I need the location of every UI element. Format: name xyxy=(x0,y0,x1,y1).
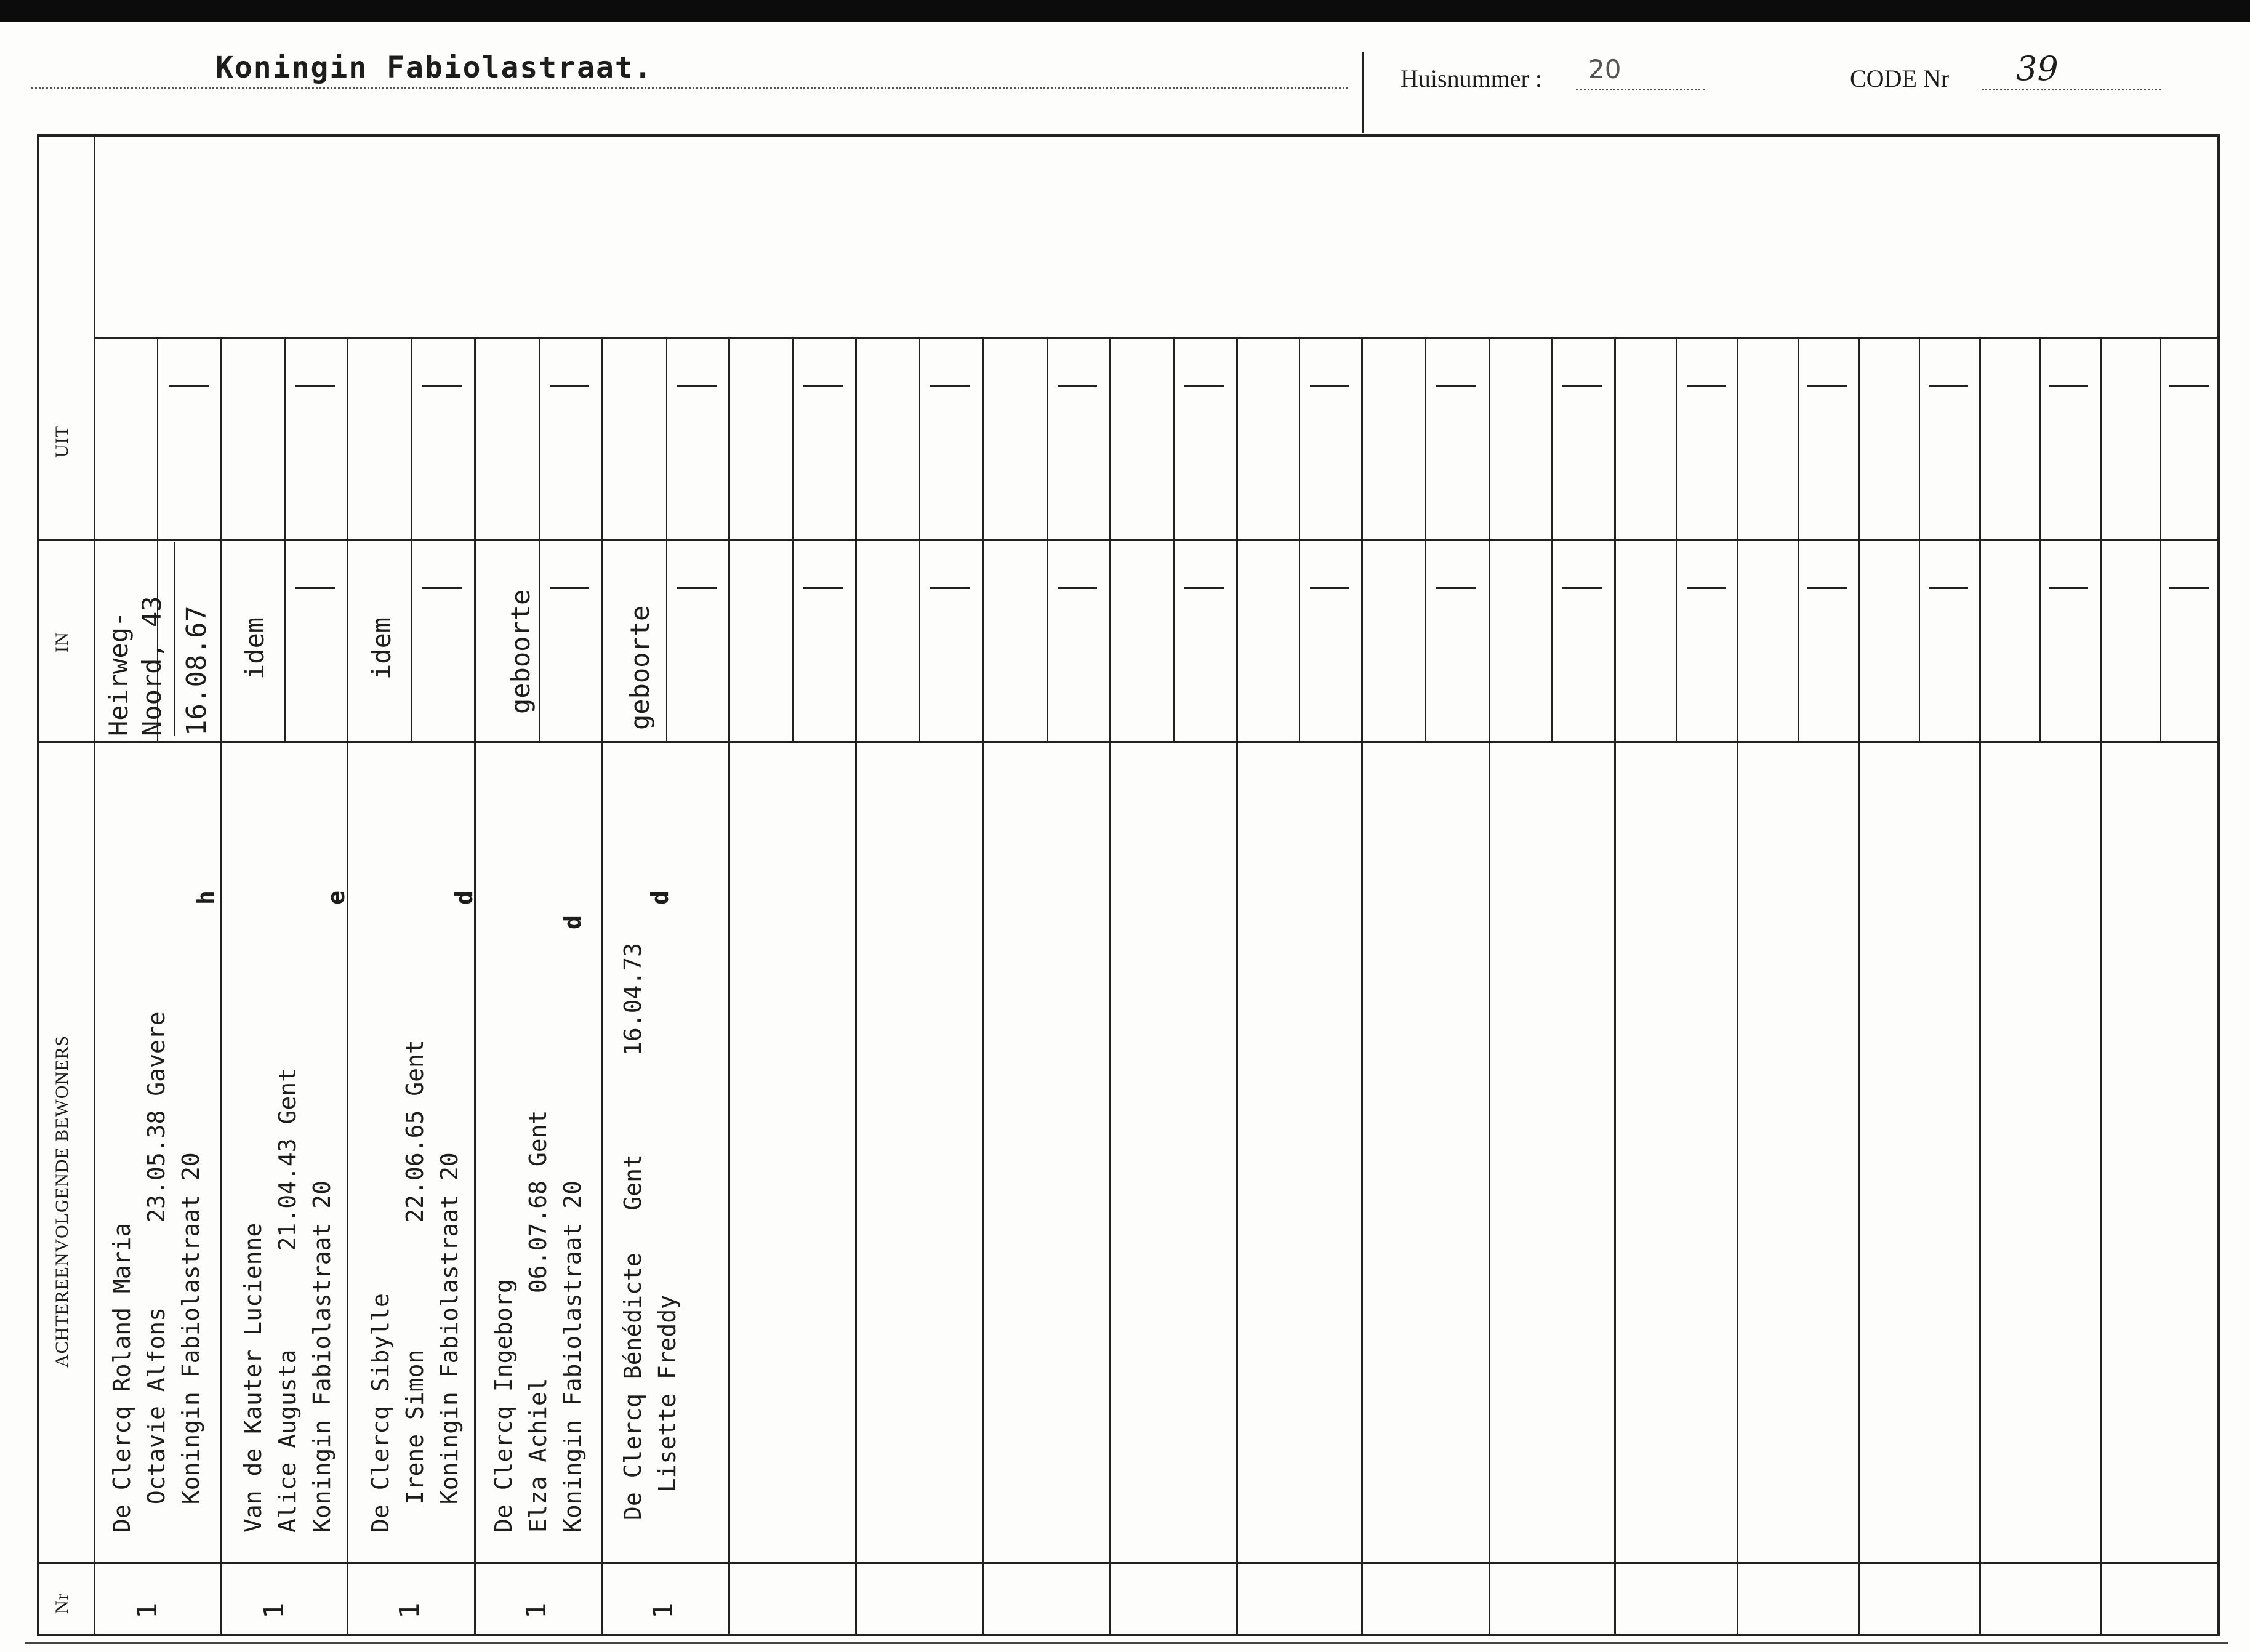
nr-top-line xyxy=(37,1562,2219,1564)
empty-dash xyxy=(295,587,335,589)
col-divider xyxy=(1109,337,1111,1634)
col-divider xyxy=(601,337,603,1634)
col-divider xyxy=(728,337,730,1634)
entry-1-in-address xyxy=(102,596,169,736)
resident-line: De Clercq Ingeborg xyxy=(490,1279,517,1533)
entry-3-nr: 1 xyxy=(394,1602,425,1619)
empty-dash xyxy=(930,385,970,387)
entry-5-residents xyxy=(616,943,685,1520)
empty-dash xyxy=(422,385,462,387)
empty-dash xyxy=(2049,587,2088,589)
table-top-border xyxy=(37,134,2219,137)
sub-col-divider xyxy=(284,337,286,741)
empty-dash xyxy=(1436,587,1476,589)
sub-col-divider xyxy=(792,337,794,741)
resident-line: Elza Achiel 06.07.68 Gent xyxy=(524,1110,552,1533)
empty-dash xyxy=(295,385,335,387)
header-divider xyxy=(1362,52,1364,133)
entry-5-nr: 1 xyxy=(648,1602,679,1619)
sub-col-divider xyxy=(666,337,667,741)
row-label-in: IN xyxy=(52,632,72,652)
empty-dash xyxy=(803,385,843,387)
entry-2-mark: e xyxy=(323,891,350,905)
empty-dash xyxy=(1687,385,1726,387)
sub-col-divider xyxy=(1798,337,1799,741)
empty-dash xyxy=(550,385,589,387)
entry-2-in: idem xyxy=(239,617,270,680)
row-label-bewoners: ACHTEREENVOLGENDE BEWONERS xyxy=(52,1035,72,1368)
entry-4-mark: d xyxy=(559,915,586,929)
empty-dash xyxy=(803,587,843,589)
bewoners-top-line xyxy=(37,741,2219,743)
col-divider xyxy=(474,337,476,1634)
resident-line: Koningin Fabiolastraat 20 xyxy=(559,1181,586,1533)
code-value: 39 xyxy=(2016,49,2059,88)
table-right-border xyxy=(2217,134,2220,1636)
entry-4-nr: 1 xyxy=(521,1602,552,1619)
entry-1-in-divider xyxy=(174,542,175,736)
label-column-divider xyxy=(94,134,95,1636)
empty-dash xyxy=(1310,385,1349,387)
col-divider xyxy=(1737,337,1738,1634)
resident-line: Koningin Fabiolastraat 20 xyxy=(177,1152,204,1533)
bottom-edge-line xyxy=(25,1642,2228,1644)
empty-dash xyxy=(1807,385,1847,387)
row-label-uit: UIT xyxy=(52,425,72,458)
sub-col-divider xyxy=(1047,337,1048,741)
empty-dash xyxy=(2169,385,2209,387)
col-divider xyxy=(982,337,984,1634)
house-number-value: 20 xyxy=(1588,54,1621,84)
resident-line: De Clercq Bénédicte Gent 16.04.73 xyxy=(619,943,646,1520)
entry-2-residents xyxy=(236,1068,339,1533)
entry-1-in-date: 16.08.67 xyxy=(181,606,212,736)
entry-2-nr: 1 xyxy=(259,1602,290,1619)
col-divider xyxy=(1614,337,1616,1634)
sub-col-divider xyxy=(2039,337,2041,741)
empty-dash xyxy=(1184,587,1224,589)
resident-line: Van de Kauter Lucienne xyxy=(239,1222,267,1533)
empty-dash xyxy=(930,587,970,589)
street-name: Koningin Fabiolastraat. xyxy=(215,50,653,85)
empty-dash xyxy=(550,587,589,589)
code-dotted-line xyxy=(1982,89,2161,90)
empty-dash xyxy=(1562,385,1602,387)
sub-col-divider xyxy=(2160,337,2161,741)
empty-dash xyxy=(2169,587,2209,589)
resident-line: Lisette Freddy xyxy=(654,1294,681,1520)
empty-dash xyxy=(1929,587,1968,589)
entry-5-in: geboorte xyxy=(625,605,655,730)
sub-col-divider xyxy=(1425,337,1426,741)
empty-dash xyxy=(1562,587,1602,589)
entry-3-mark: d xyxy=(451,891,478,905)
row-label-nr: Nr xyxy=(52,1593,72,1614)
empty-dash xyxy=(1687,587,1726,589)
sub-col-divider xyxy=(1919,337,1920,741)
empty-dash xyxy=(1310,587,1349,589)
resident-line: Irene Simon 22.06.65 Gent xyxy=(401,1040,428,1533)
top-black-border xyxy=(0,0,2250,22)
empty-dash xyxy=(422,587,462,589)
resident-line: Alice Augusta 21.04.43 Gent xyxy=(274,1068,301,1533)
entry-5-mark: d xyxy=(646,891,673,905)
resident-line: De Clercq Roland Maria xyxy=(108,1222,135,1533)
col-divider xyxy=(347,337,348,1634)
sub-col-divider xyxy=(539,337,540,741)
table-left-border xyxy=(37,134,39,1636)
col-divider xyxy=(1236,337,1238,1634)
house-number-dotted-line xyxy=(1576,89,1705,90)
sub-col-divider xyxy=(1676,337,1677,741)
house-number-label: Huisnummer : xyxy=(1400,65,1542,92)
resident-line: Koningin Fabiolastraat 20 xyxy=(436,1152,463,1533)
entry-4-in: geboorte xyxy=(505,589,536,714)
sub-col-divider xyxy=(411,337,412,741)
col-divider xyxy=(2100,337,2102,1634)
col-divider xyxy=(1858,337,1860,1634)
in-top-line xyxy=(37,539,2219,541)
empty-dash xyxy=(1929,385,1968,387)
sub-col-divider xyxy=(1299,337,1300,741)
resident-line: De Clercq Sibylle xyxy=(367,1293,394,1533)
resident-line: Koningin Fabiolastraat 20 xyxy=(308,1181,335,1533)
entry-1-residents xyxy=(105,1012,208,1533)
empty-dash xyxy=(1058,385,1097,387)
empty-dash xyxy=(1807,587,1847,589)
empty-dash xyxy=(1436,385,1476,387)
sub-col-divider xyxy=(919,337,920,741)
empty-dash xyxy=(677,587,717,589)
col-divider xyxy=(1979,337,1981,1634)
col-divider xyxy=(1489,337,1490,1634)
table-bottom-border xyxy=(37,1634,2219,1636)
resident-line: Octavie Alfons 23.05.38 Gavere xyxy=(143,1011,170,1533)
entry-1-nr: 1 xyxy=(132,1602,163,1619)
in-line: Heirweg- xyxy=(103,611,134,736)
entry-4-residents xyxy=(486,1110,590,1533)
street-dotted-line xyxy=(31,87,1348,89)
sub-col-divider xyxy=(1551,337,1553,741)
empty-dash xyxy=(2049,385,2088,387)
entry-3-residents xyxy=(363,1040,467,1533)
code-label: CODE Nr xyxy=(1850,65,1950,92)
empty-dash xyxy=(1184,385,1224,387)
col-divider xyxy=(220,337,222,1634)
sub-col-divider xyxy=(1173,337,1175,741)
empty-dash xyxy=(1058,587,1097,589)
col-divider xyxy=(855,337,857,1634)
empty-dash xyxy=(169,385,209,387)
entry-3-in: idem xyxy=(366,617,396,680)
empty-dash xyxy=(677,385,717,387)
col-divider xyxy=(1361,337,1363,1634)
in-line: Noord, 43 xyxy=(137,596,167,736)
entry-1-mark: h xyxy=(192,891,219,905)
